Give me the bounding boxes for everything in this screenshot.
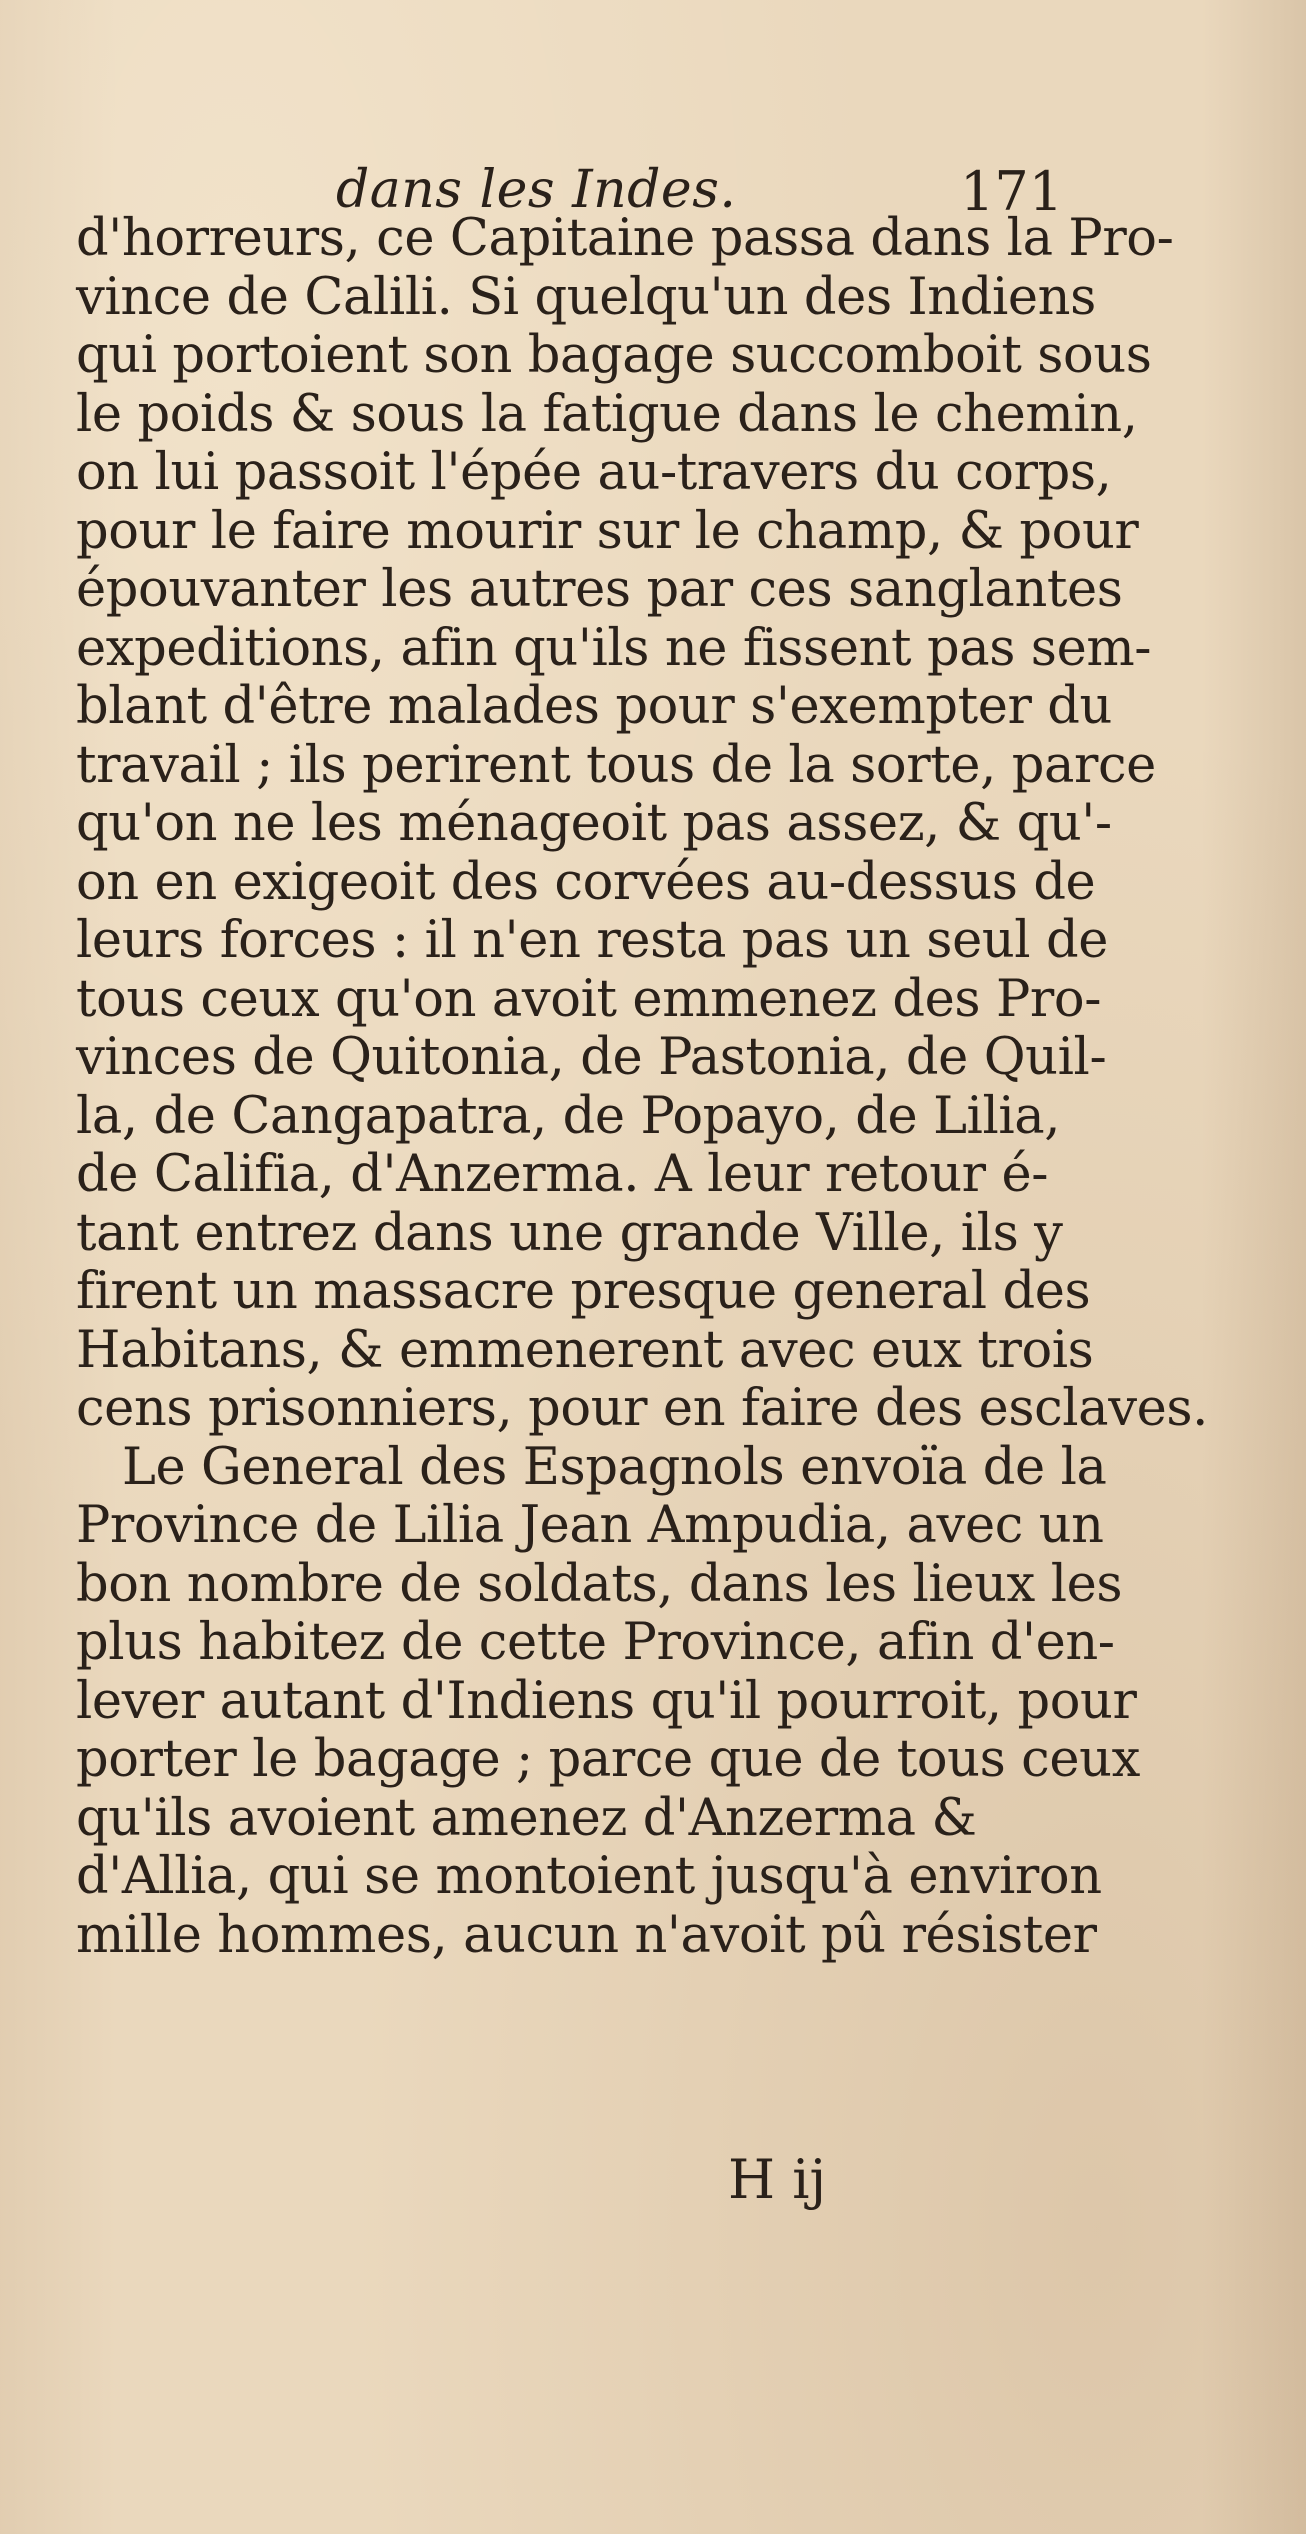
- text-line: qu'on ne les ménageoit pas assez, & qu'-: [76, 794, 1112, 853]
- page-number: 171: [960, 160, 1064, 223]
- text-line: le poids & sous la fatigue dans le chemin,: [76, 384, 1138, 444]
- text-line: qui portoient son bagage succomboit sous: [76, 326, 1152, 385]
- running-head: dans les Indes.: [336, 160, 737, 220]
- text-line: d'Allia, qui se montoient jusqu'à environ: [76, 1847, 1102, 1906]
- text-line: tant entrez dans une grande Ville, ils y: [76, 1203, 1063, 1263]
- text-line: lever autant d'Indiens qu'il pourroit, pour: [76, 1671, 1137, 1731]
- text-line: Habitans, & emmenerent avec eux trois: [76, 1320, 1094, 1380]
- text-line: cens prisonniers, pour en faire des esclaves.: [76, 1379, 1208, 1438]
- text-line: firent un massacre presque general des: [76, 1262, 1091, 1321]
- text-line: la, de Cangapatra, de Popayo, de Lilia,: [76, 1086, 1061, 1146]
- text-line: on lui passoit l'épée au-travers du corps,: [76, 443, 1112, 502]
- text-line: expeditions, afin qu'ils ne fissent pas sem-: [76, 618, 1152, 678]
- text-line: tous ceux qu'on avoit emmenez des Pro-: [76, 969, 1102, 1029]
- text-line: vinces de Quitonia, de Pastonia, de Quil-: [76, 1028, 1107, 1087]
- text-line: vince de Calili. Si quelqu'un des Indiens: [76, 267, 1096, 327]
- text-line: porter le bagage ; parce que de tous ceux: [76, 1730, 1140, 1789]
- text-line: plus habitez de cette Province, afin d'en-: [76, 1613, 1115, 1672]
- signature-mark: H ij: [728, 2148, 827, 2211]
- text-line: qu'ils avoient amenez d'Anzerma &: [76, 1788, 977, 1848]
- text-line: pour le faire mourir sur le champ, & pour: [76, 501, 1139, 561]
- text-line: de Califia, d'Anzerma. A leur retour é-: [76, 1145, 1049, 1204]
- text-line: travail ; ils perirent tous de la sorte, parce: [76, 735, 1156, 795]
- text-line: épouvanter les autres par ces sanglantes: [76, 560, 1123, 619]
- text-line: d'horreurs, ce Capitaine passa dans la Pro-: [76, 209, 1174, 268]
- text-line: mille hommes, aucun n'avoit pû résister: [76, 1905, 1097, 1965]
- text-line: blant d'être malades pour s'exempter du: [76, 677, 1113, 736]
- text-line: Province de Lilia Jean Ampudia, avec un: [76, 1496, 1104, 1555]
- text-line: leurs forces : il n'en resta pas un seul de: [76, 911, 1109, 970]
- body-text: [76, 209, 1208, 1965]
- text-line: on en exigeoit des corvées au-dessus de: [76, 852, 1096, 912]
- text-line: bon nombre de soldats, dans les lieux les: [76, 1554, 1123, 1614]
- paragraph-start-line: Le General des Espagnols envoïa de la: [122, 1437, 1107, 1497]
